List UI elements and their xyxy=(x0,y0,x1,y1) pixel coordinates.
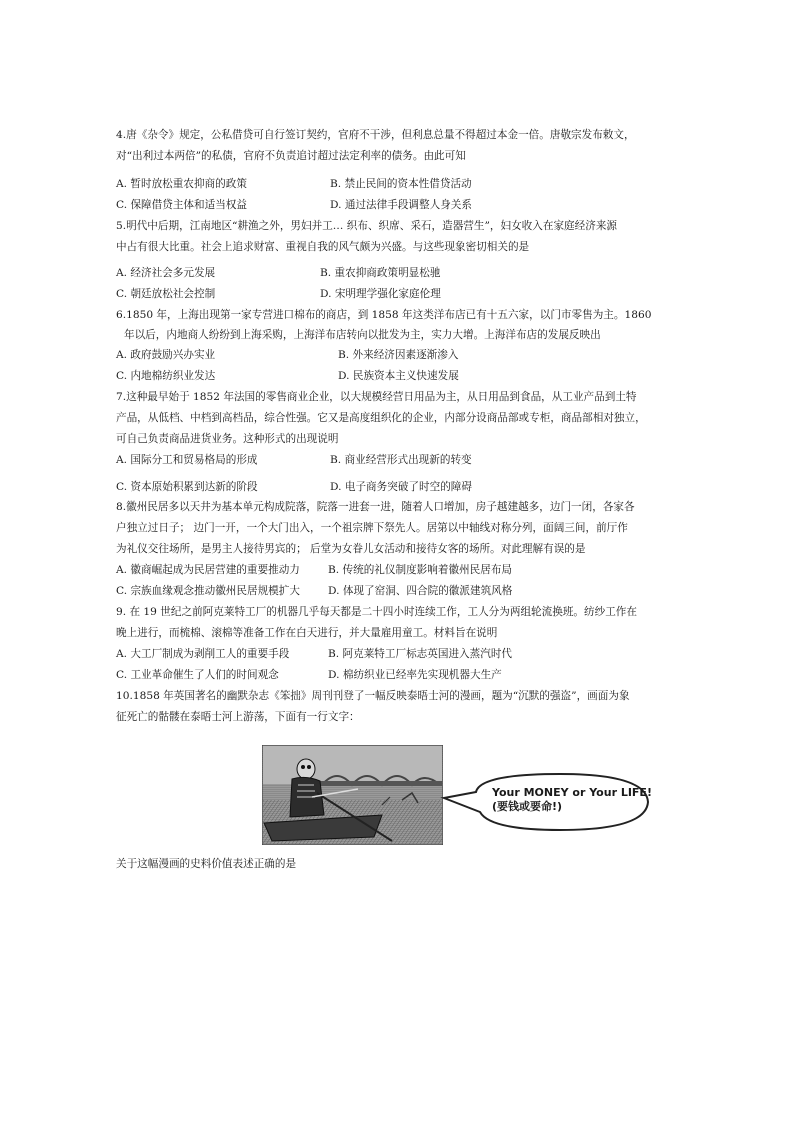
q9-option-a: A. 大工厂制成为剥削工人的重要手段 xyxy=(116,648,290,660)
q8-stem-line1: 8.徽州民居多以天井为基本单元构成院落，院落一进套一进，随着人口增加，房子越建越多，边门一闭，各家各 xyxy=(116,501,635,513)
q7-option-d: D. 电子商务突破了时空的障碍 xyxy=(330,481,472,493)
q5-option-d: D. 宋明理学强化家庭伦理 xyxy=(320,288,441,300)
q5-option-a: A. 经济社会多元发展 xyxy=(116,267,216,279)
q7-stem-line1: 7.这种最早始于 1852 年法国的零售商业企业，以大规模经营日用品为主，从日用品到食品，从工业产品到土特 xyxy=(116,391,637,403)
q7-stem-line2: 产品，从低档、中档到高档品，综合性强。它又是高度组织化的企业，内部分设商品部或专柜，商品部相对独立， xyxy=(116,412,646,424)
q10-stem-line1: 10.1858 年英国著名的幽默杂志《笨拙》周刊刊登了一幅反映泰晤士河的漫画，题为“沉默的强盗”，画面为象 xyxy=(116,690,630,702)
q6-option-a: A. 政府鼓励兴办实业 xyxy=(116,349,216,361)
q7-option-b: B. 商业经营形式出现新的转变 xyxy=(330,454,472,466)
q7-option-a: A. 国际分工和贸易格局的形成 xyxy=(116,454,258,466)
q5-option-c: C. 朝廷放松社会控制 xyxy=(116,288,216,300)
q8-stem-line2: 户独立过日子； 边门一开，一个大门出入，一个祖宗牌下祭先人。居第以中轴线对称分列，面阔三间，前厅作 xyxy=(116,522,628,534)
q10-question-line: 关于这幅漫画的史料价值表述正确的是 xyxy=(116,858,297,870)
q4-option-b: B. 禁止民间的资本性借贷活动 xyxy=(330,178,472,190)
q5-stem-line2: 中占有很大比重。社会上追求财富、重视自我的风气颇为兴盛。与这些现象密切相关的是 xyxy=(116,241,530,253)
q6-stem-line1: 6.1850 年，上海出现第一家专营进口棉布的商店，到 1858 年这类洋布店已有十五六家，以门市零售为主。1860 xyxy=(116,309,652,321)
bubble-english-text: Your MONEY or Your LIFE! xyxy=(492,786,652,799)
bubble-chinese-text: (要钱或要命!) xyxy=(492,800,563,813)
q8-option-a: A. 徽商崛起成为民居营建的重要推动力 xyxy=(116,564,300,576)
q9-stem-line2: 晚上进行，而梳棉、滚棉等准备工作在白天进行，并大量雇用童工。材料旨在说明 xyxy=(116,627,498,639)
q8-stem-line3: 为礼仪交往场所，是男主人接待男宾的； 后堂为女眷儿女活动和接待女客的场所。对此理解有误的是 xyxy=(116,543,586,555)
thames-cartoon-image xyxy=(262,745,443,845)
q4-option-c: C. 保障借贷主体和适当权益 xyxy=(116,199,247,211)
q10-stem-line2: 征死亡的骷髅在泰晤士河上游荡，下面有一行文字： xyxy=(116,711,360,723)
q9-option-b: B. 阿克莱特工厂标志英国进入蒸汽时代 xyxy=(328,648,513,660)
q8-option-c: C. 宗族血缘观念推动徽州民居规模扩大 xyxy=(116,585,300,597)
q6-stem-line2: 年以后，内地商人纷纷到上海采购，上海洋布店转向以批发为主，实力大增。上海洋布店的发展反映出 xyxy=(124,329,601,341)
q9-stem-line1: 9. 在 19 世纪之前阿克莱特工厂的机器几乎每天都是二十四小时连续工作，工人分为两组轮流换班。纺纱工作在 xyxy=(116,606,637,618)
q9-option-d: D. 棉纺织业已经率先实现机器大生产 xyxy=(328,669,502,681)
q4-option-a: A. 暂时放松重农抑商的政策 xyxy=(116,178,247,190)
q6-option-c: C. 内地棉纺织业发达 xyxy=(116,370,216,382)
q7-stem-line3: 可自己负责商品进货业务。这种形式的出现说明 xyxy=(116,433,339,445)
q6-option-d: D. 民族资本主义快速发展 xyxy=(338,370,459,382)
q4-stem-line1: 4.唐《杂令》规定，公私借贷可自行签订契约，官府不干涉，但利息总量不得超过本金一倍。唐敬宗发布敕文， xyxy=(116,129,635,141)
q4-stem-line2: 对“出利过本两倍”的私债，官府不负责追讨超过法定利率的债务。由此可知 xyxy=(116,150,466,162)
q6-option-b: B. 外来经济因素逐渐渗入 xyxy=(338,349,459,361)
q5-stem-line1: 5.明代中后期，江南地区“耕渔之外，男妇并工… 织布、织席、采石，造器营生”，妇女收入在家庭经济来源 xyxy=(116,220,618,232)
q8-option-d: D. 体现了窑洞、四合院的徽派建筑风格 xyxy=(328,585,513,597)
q8-option-b: B. 传统的礼仪制度影响着徽州民居布局 xyxy=(328,564,513,576)
q9-option-c: C. 工业革命催生了人们的时间观念 xyxy=(116,669,279,681)
q7-option-c: C. 资本原始积累到达新的阶段 xyxy=(116,481,258,493)
q4-option-d: D. 通过法律手段调整人身关系 xyxy=(330,199,472,211)
q5-option-b: B. 重农抑商政策明显松驰 xyxy=(320,267,441,279)
